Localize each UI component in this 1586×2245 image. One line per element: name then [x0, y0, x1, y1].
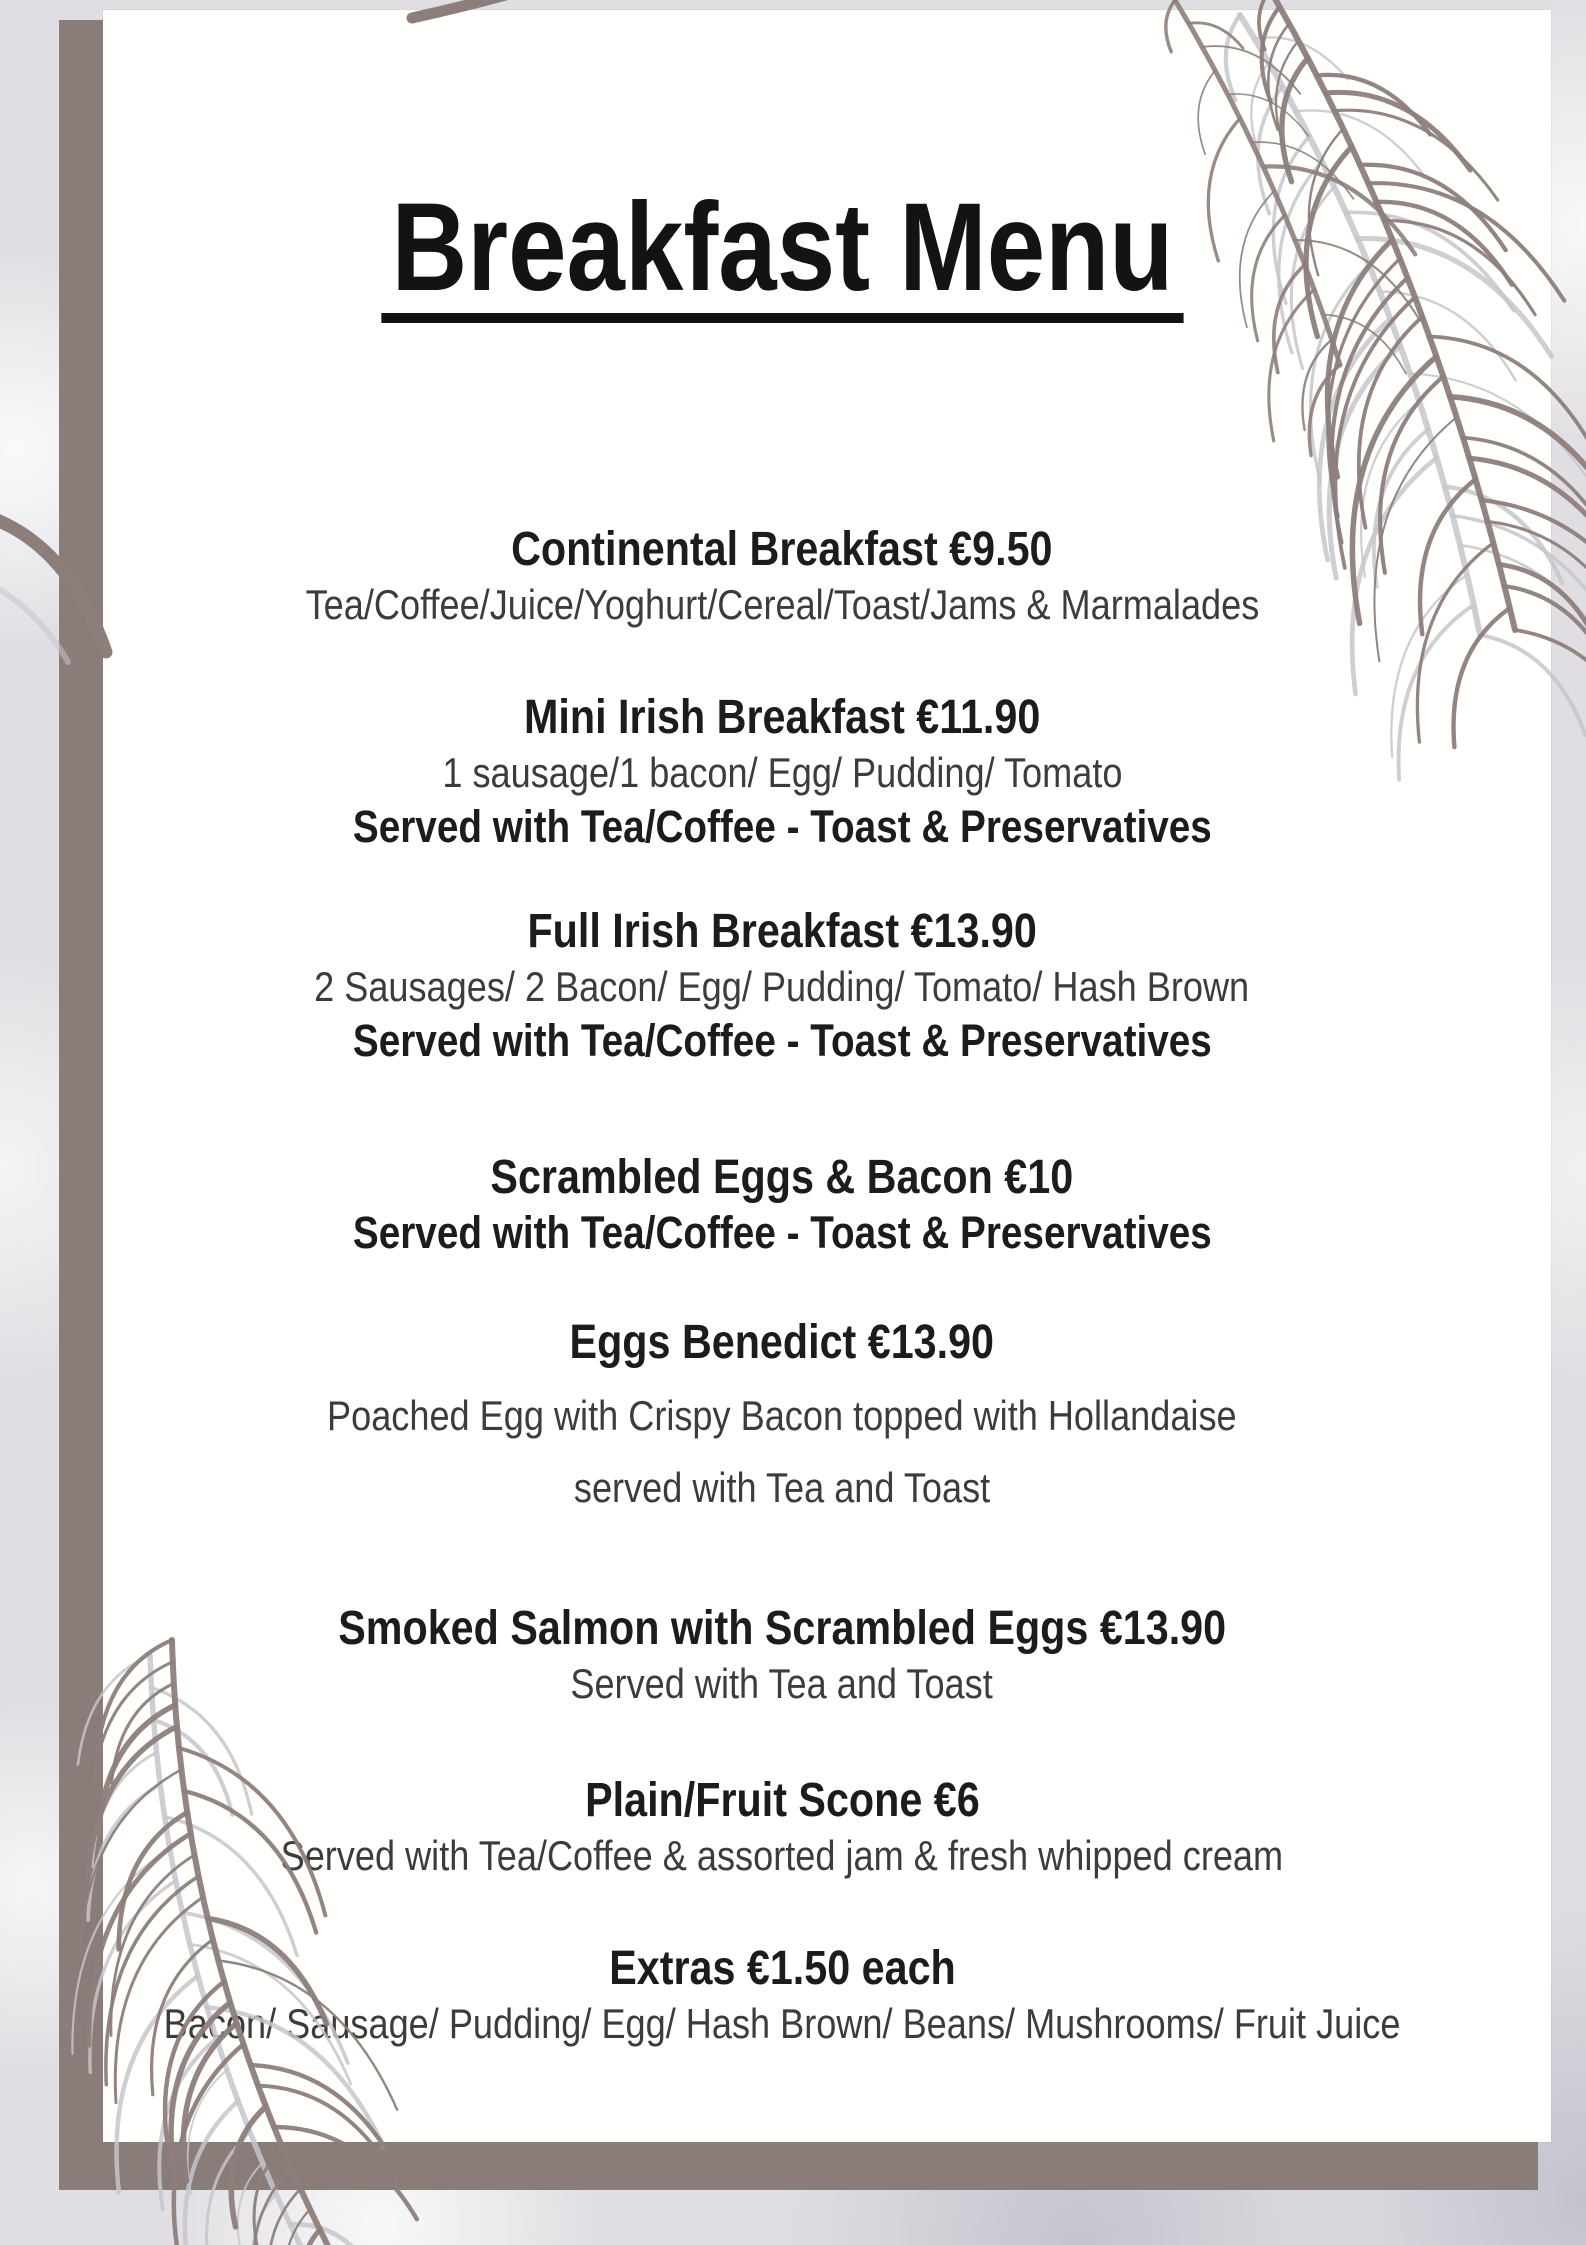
menu-item-line-text: Served with Tea/Coffee & assorted jam & fresh whipped cream — [280, 1831, 1284, 1879]
menu-item-heading-text: Mini Irish Breakfast €11.90 — [523, 690, 1041, 744]
menu-section-smoked-salmon-scrambled-eggs — [103, 1601, 1461, 1711]
menu-item-line — [103, 800, 1461, 854]
menu-item-heading-text: Scrambled Eggs & Bacon €10 — [490, 1150, 1074, 1204]
menu-item-heading — [103, 522, 1461, 578]
menu-item-line — [103, 1829, 1461, 1883]
menu-item-line-text: 1 sausage/1 bacon/ Egg/ Pudding/ Tomato — [441, 748, 1123, 796]
menu-sections — [103, 522, 1461, 2051]
menu-section-full-irish-breakfast — [103, 904, 1461, 1068]
menu-item-line-text: Tea/Coffee/Juice/Yoghurt/Cereal/Toast/Jams & Marmalades — [305, 580, 1259, 628]
menu-item-heading — [103, 1150, 1461, 1206]
menu-item-heading — [103, 1601, 1461, 1657]
menu-item-line — [103, 578, 1461, 632]
menu-item-line-text: Served with Tea and Toast — [570, 1659, 994, 1707]
menu-item-heading-text: Full Irish Breakfast €13.90 — [527, 904, 1037, 958]
menu-item-line — [103, 1389, 1461, 1443]
menu-item-heading — [103, 1315, 1461, 1371]
menu-section-extras — [103, 1941, 1461, 2051]
menu-item-heading-text: Extras €1.50 each — [608, 1941, 956, 1995]
menu-content — [103, 10, 1551, 2051]
menu-section-continental-breakfast — [103, 522, 1461, 632]
menu-item-line-text: Served with Tea/Coffee - Toast & Preservatives — [352, 1014, 1212, 1066]
menu-section-plain-fruit-scone — [103, 1773, 1461, 1883]
menu-title: Breakfast Menu — [381, 185, 1183, 323]
menu-page — [103, 10, 1551, 2142]
menu-item-line — [103, 1997, 1461, 2051]
menu-item-heading-text: Smoked Salmon with Scrambled Eggs €13.90 — [338, 1601, 1226, 1655]
frame-bottom-bar — [59, 2142, 1538, 2190]
menu-item-line-text: served with Tea and Toast — [573, 1463, 991, 1511]
menu-item-heading-text: Continental Breakfast €9.50 — [511, 522, 1053, 576]
menu-item-line — [103, 746, 1461, 800]
menu-item-line — [103, 1657, 1461, 1711]
menu-item-heading-text: Plain/Fruit Scone €6 — [584, 1773, 980, 1827]
menu-item-line — [103, 960, 1461, 1014]
menu-title-wrap — [103, 101, 1461, 407]
menu-section-scrambled-eggs-bacon — [103, 1150, 1461, 1260]
menu-item-line-text: Served with Tea/Coffee - Toast & Preservatives — [352, 1206, 1212, 1258]
menu-item-line-text: 2 Sausages/ 2 Bacon/ Egg/ Pudding/ Tomato/ Hash Brown — [314, 962, 1250, 1010]
frame-left-bar — [59, 20, 103, 2190]
menu-item-heading — [103, 1773, 1461, 1829]
menu-item-line-text: Poached Egg with Crispy Bacon topped with Hollandaise — [327, 1391, 1237, 1439]
menu-item-line — [103, 1014, 1461, 1068]
menu-item-heading — [103, 904, 1461, 960]
menu-item-line-text: Served with Tea/Coffee - Toast & Preservatives — [352, 800, 1212, 852]
menu-section-eggs-benedict — [103, 1315, 1461, 1515]
menu-item-heading-text: Eggs Benedict €13.90 — [569, 1315, 995, 1369]
menu-item-heading — [103, 1941, 1461, 1997]
menu-item-line — [103, 1206, 1461, 1260]
menu-section-mini-irish-breakfast — [103, 690, 1461, 854]
menu-item-line — [103, 1461, 1461, 1515]
menu-item-line-text: Bacon/ Sausage/ Pudding/ Egg/ Hash Brown/ Beans/ Mushrooms/ Fruit Juice — [163, 1999, 1401, 2047]
menu-item-heading — [103, 690, 1461, 746]
